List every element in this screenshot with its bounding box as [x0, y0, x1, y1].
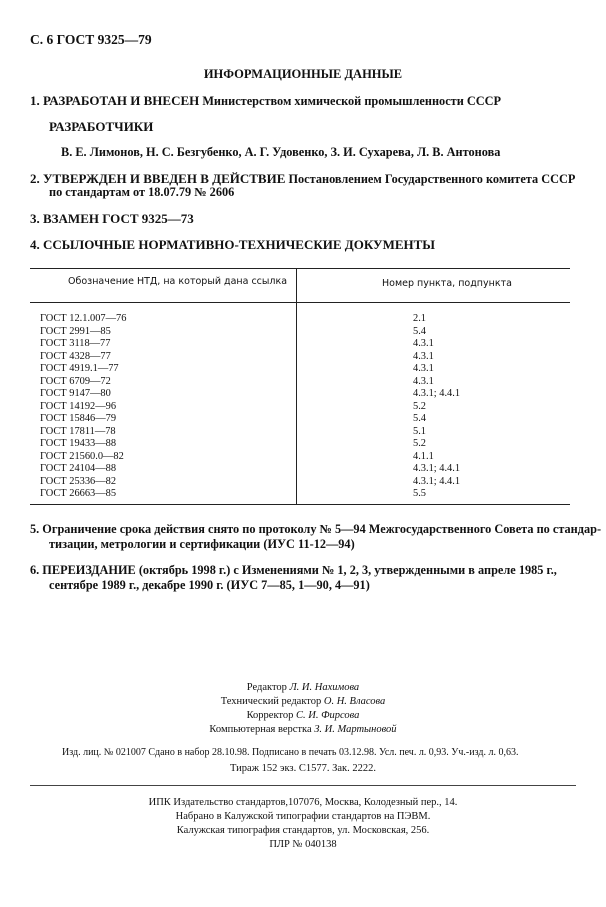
table-cell-clause: 4.3.1; 4.4.1: [413, 388, 461, 399]
table-cell-document: ГОСТ 12.1.007—76: [40, 313, 127, 324]
imprint-corrector: [0, 709, 606, 724]
page-header: С. 6 ГОСТ 9325—79: [30, 32, 152, 47]
section-5: 5. Ограничение срока действия снято по протоколу № 5—94 Межгосударственного Совета по стандар-: [30, 522, 602, 536]
section-1-heading: 1. РАЗРАБОТАН И ВНЕСЕН: [30, 93, 200, 108]
table-cell-clause: 4.3.1; 4.4.1: [413, 463, 461, 474]
table-cell-clause: 5.5: [413, 488, 426, 499]
editor-label: Редактор: [246, 682, 287, 693]
section-1: [30, 93, 501, 109]
table-cell-document: ГОСТ 26663—85: [40, 488, 117, 499]
table-header-rule: [30, 302, 570, 303]
imprint-publisher: ИПК Издательство стандартов,107076, Москва, Колодезный пер., 14.: [148, 797, 458, 808]
imprint-circulation: Тираж 152 экз. С1577. Зак. 2222.: [230, 763, 376, 774]
editor-name: Л. И. Нахимова: [289, 682, 360, 693]
imprint-print-details: Изд. лиц. № 021007 Сдано в набор 28.10.98. Подписано в печать 03.12.98. Усл. печ. л. 0,93. Уч.-изд. л. 0,63.: [62, 747, 519, 758]
table-cell-document: ГОСТ 14192—96: [40, 400, 117, 412]
corrector-name: С. И. Фирсова: [296, 710, 360, 721]
corrector-label: Корректор: [246, 710, 294, 721]
table-header-clause: Номер пункта, подпункта: [382, 278, 512, 289]
table-top-rule: [30, 268, 570, 269]
section-6: 6. ПЕРЕИЗДАНИЕ (октябрь 1998 г.) с Изменениями № 1, 2, 3, утвержденными в апреле 1985 г.,: [30, 563, 557, 577]
reference-table: [30, 268, 570, 504]
table-cell-document: ГОСТ 21560.0—82: [40, 450, 124, 462]
tech-editor-name: О. Н. Власова: [323, 696, 386, 707]
table-bottom-rule: [30, 504, 570, 505]
table-cell-document: ГОСТ 15846—79: [40, 413, 117, 424]
table-column-divider: [296, 268, 297, 504]
table-cell-clause: 5.2: [413, 400, 426, 412]
table-cell-document: ГОСТ 17811—78: [40, 425, 116, 437]
section-3: 3. ВЗАМЕН ГОСТ 9325—73: [30, 211, 194, 226]
table-cell-document: ГОСТ 24104—88: [40, 463, 117, 474]
table-cell-clause: 4.1.1: [413, 450, 434, 462]
table-cell-document: ГОСТ 6709—72: [40, 375, 111, 387]
table-cell-clause: 4.3.1: [413, 363, 434, 374]
table-cell-document: ГОСТ 4328—77: [40, 350, 111, 362]
imprint-editor: [0, 681, 606, 696]
table-cell-document: ГОСТ 25336—82: [40, 475, 117, 487]
table-cell-document: ГОСТ 9147—80: [40, 388, 111, 399]
layout-name: З. И. Мартыновой: [314, 724, 397, 735]
section-2-heading: 2. УТВЕРЖДЕН И ВВЕДЕН В ДЕЙСТВИЕ: [30, 171, 286, 186]
table-cell-clause: 5.1: [413, 425, 426, 437]
table-header-document: Обозначение НТД, на который дана ссылка: [68, 276, 288, 287]
table-cell-clause: 2.1: [413, 313, 426, 324]
section-2-text-line2: по стандартам от 18.07.79 № 2606: [49, 185, 235, 199]
table-cell-clause: 5.4: [413, 413, 426, 424]
imprint-tech-editor: [0, 695, 606, 710]
imprint-typeset: Набрано в Калужской типографии стандартов на ПЭВМ.: [175, 811, 431, 822]
table-cell-clause: 4.3.1: [413, 350, 434, 362]
section-2-text: Постановлением Государственного комитета СССР: [288, 172, 576, 186]
section-1-text: Министерством химической промышленности СССР: [202, 94, 502, 108]
tech-editor-label: Технический редактор: [220, 696, 322, 707]
developers-list: В. Е. Лимонов, Н. С. Безгубенко, А. Г. Удовенко, З. И. Сухарева, Л. В. Антонова: [61, 145, 501, 159]
table-cell-document: ГОСТ 3118—77: [40, 338, 111, 349]
section-6-line2: сентябре 1989 г., декабре 1990 г. (ИУС 7—85, 1—90, 4—91): [49, 578, 370, 592]
table-cell-clause: 4.3.1; 4.4.1: [413, 475, 461, 487]
section-5-line2: тизации, метрологии и сертификации (ИУС 11-12—94): [49, 537, 355, 551]
page-title: ИНФОРМАЦИОННЫЕ ДАННЫЕ: [203, 67, 403, 81]
table-cell-document: ГОСТ 19433—88: [40, 438, 117, 449]
imprint-printer: Калужская типография стандартов, ул. Московская, 256.: [176, 825, 430, 836]
developers-label: РАЗРАБОТЧИКИ: [49, 119, 154, 134]
table-cell-clause: 4.3.1: [413, 338, 434, 349]
imprint-layout: [0, 723, 606, 738]
table-cell-document: ГОСТ 4919.1—77: [40, 363, 119, 374]
table-cell-clause: 5.4: [413, 325, 426, 337]
section-4-heading: 4. ССЫЛОЧНЫЕ НОРМАТИВНО-ТЕХНИЧЕСКИЕ ДОКУМЕНТЫ: [30, 237, 436, 252]
layout-label: Компьютерная верстка: [209, 724, 312, 735]
imprint-divider: [30, 785, 576, 786]
table-cell-clause: 4.3.1: [413, 375, 434, 387]
imprint-plr: ПЛР № 040138: [269, 839, 337, 850]
table-cell-document: ГОСТ 2991—85: [40, 325, 111, 337]
table-cell-clause: 5.2: [413, 438, 426, 449]
